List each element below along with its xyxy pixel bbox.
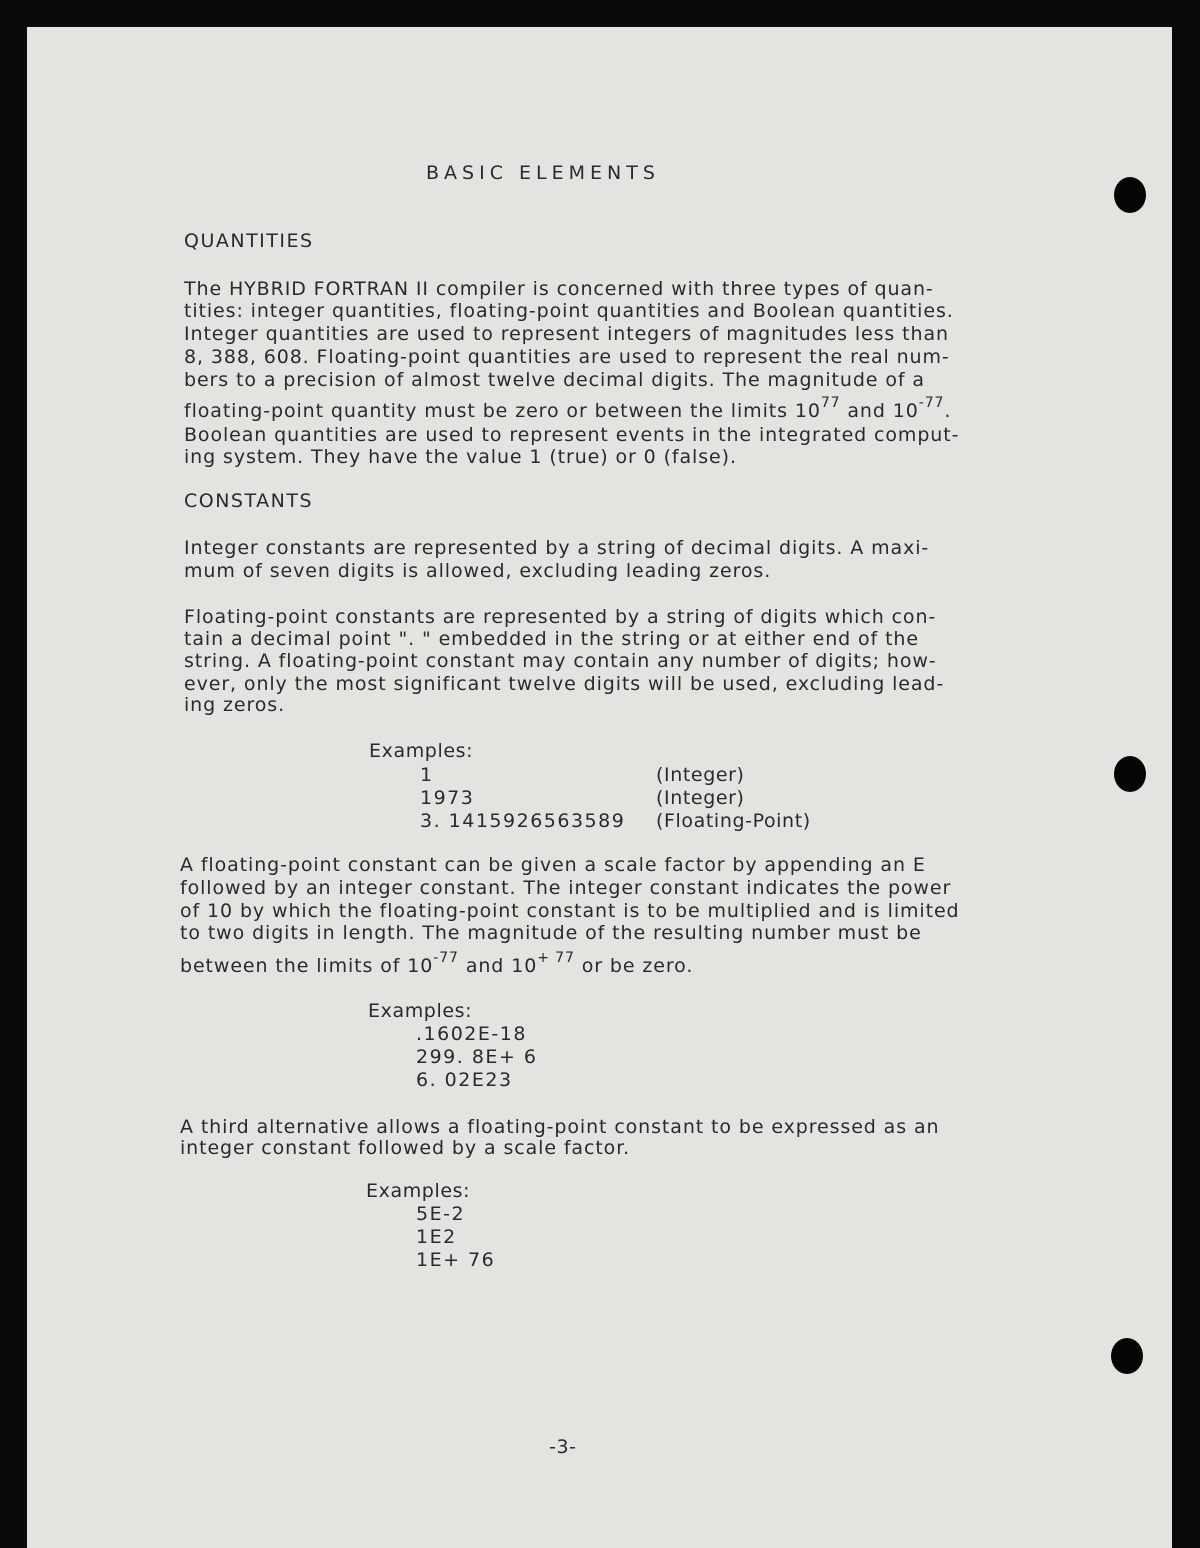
- paragraph-line: Floating-point constants are represented by a string of digits which con-: [184, 606, 937, 628]
- example-type: (Integer): [656, 787, 745, 809]
- limits-text: .: [944, 400, 952, 422]
- example-value: 1973: [420, 787, 475, 809]
- example-value: 1: [420, 764, 434, 786]
- example-value: 3. 1415926563589: [420, 810, 626, 832]
- example-value: 1E2: [416, 1226, 457, 1248]
- examples-label: Examples:: [366, 1180, 471, 1202]
- page-number: -3-: [549, 1436, 577, 1458]
- paragraph-line: ing system. They have the value 1 (true) or 0 (false).: [184, 446, 737, 468]
- paragraph-line: mum of seven digits is allowed, excluding leading zeros.: [184, 560, 772, 582]
- example-value: .1602E-18: [416, 1023, 527, 1045]
- paragraph-line: string. A floating-point constant may contain any number of digits; how-: [184, 650, 937, 672]
- paragraph-line: bers to a precision of almost twelve decimal digits. The magnitude of a: [184, 369, 925, 391]
- paragraph-line: The HYBRID FORTRAN II compiler is concerned with three types of quan-: [184, 278, 934, 300]
- paragraph-line: to two digits in length. The magnitude of the resulting number must be: [180, 922, 922, 944]
- exponent: -77: [433, 950, 459, 966]
- paragraph-line: Integer constants are represented by a string of decimal digits. A maxi-: [184, 537, 930, 559]
- limits-text: between the limits of 10: [180, 955, 434, 977]
- paragraph-line: ing zeros.: [184, 694, 286, 716]
- section-heading-quantities: QUANTITIES: [184, 230, 314, 252]
- limits-line: [184, 395, 952, 422]
- paragraph-line: 8, 388, 608. Floating-point quantities are used to represent the real num-: [184, 346, 950, 368]
- document-page: [27, 27, 1172, 1548]
- exponent: -77: [918, 395, 945, 411]
- limits-line: [180, 950, 694, 977]
- example-value: 5E-2: [416, 1203, 466, 1225]
- paragraph-line: integer constant followed by a scale factor.: [180, 1137, 631, 1159]
- paragraph-line: ever, only the most significant twelve digits will be used, excluding lead-: [184, 673, 945, 695]
- example-value: 1E+ 76: [416, 1249, 496, 1271]
- paragraph-line: followed by an integer constant. The integer constant indicates the power: [180, 877, 952, 899]
- limits-text: or be zero.: [574, 955, 694, 977]
- example-value: 6. 02E23: [416, 1069, 513, 1091]
- limits-text: and 10: [458, 955, 538, 977]
- limits-text: and 10: [840, 400, 919, 422]
- paragraph-line: of 10 by which the floating-point constant is to be multiplied and is limited: [180, 900, 960, 922]
- paragraph-line: A third alternative allows a floating-point constant to be expressed as an: [180, 1116, 940, 1138]
- binder-hole: [1114, 177, 1146, 213]
- examples-label: Examples:: [369, 740, 474, 762]
- paragraph-line: Integer quantities are used to represent integers of magnitudes less than: [184, 323, 949, 345]
- examples-label: Examples:: [368, 1000, 473, 1022]
- example-type: (Integer): [656, 764, 745, 786]
- example-value: 299. 8E+ 6: [416, 1046, 538, 1068]
- binder-hole: [1111, 1338, 1143, 1374]
- section-heading-constants: CONSTANTS: [184, 490, 314, 512]
- exponent: + 77: [537, 950, 575, 966]
- page-title: BASIC ELEMENTS: [426, 162, 660, 184]
- limits-text: floating-point quantity must be zero or between the limits 10: [184, 400, 821, 422]
- binder-hole: [1114, 756, 1146, 792]
- paragraph-line: A floating-point constant can be given a scale factor by appending an E: [180, 854, 926, 876]
- example-type: (Floating-Point): [656, 810, 811, 832]
- paragraph-line: Boolean quantities are used to represent events in the integrated comput-: [184, 424, 960, 446]
- paragraph-line: tities: integer quantities, floating-point quantities and Boolean quantities.: [184, 300, 954, 322]
- exponent: 77: [820, 395, 841, 411]
- paragraph-line: tain a decimal point ". " embedded in the string or at either end of the: [184, 628, 919, 650]
